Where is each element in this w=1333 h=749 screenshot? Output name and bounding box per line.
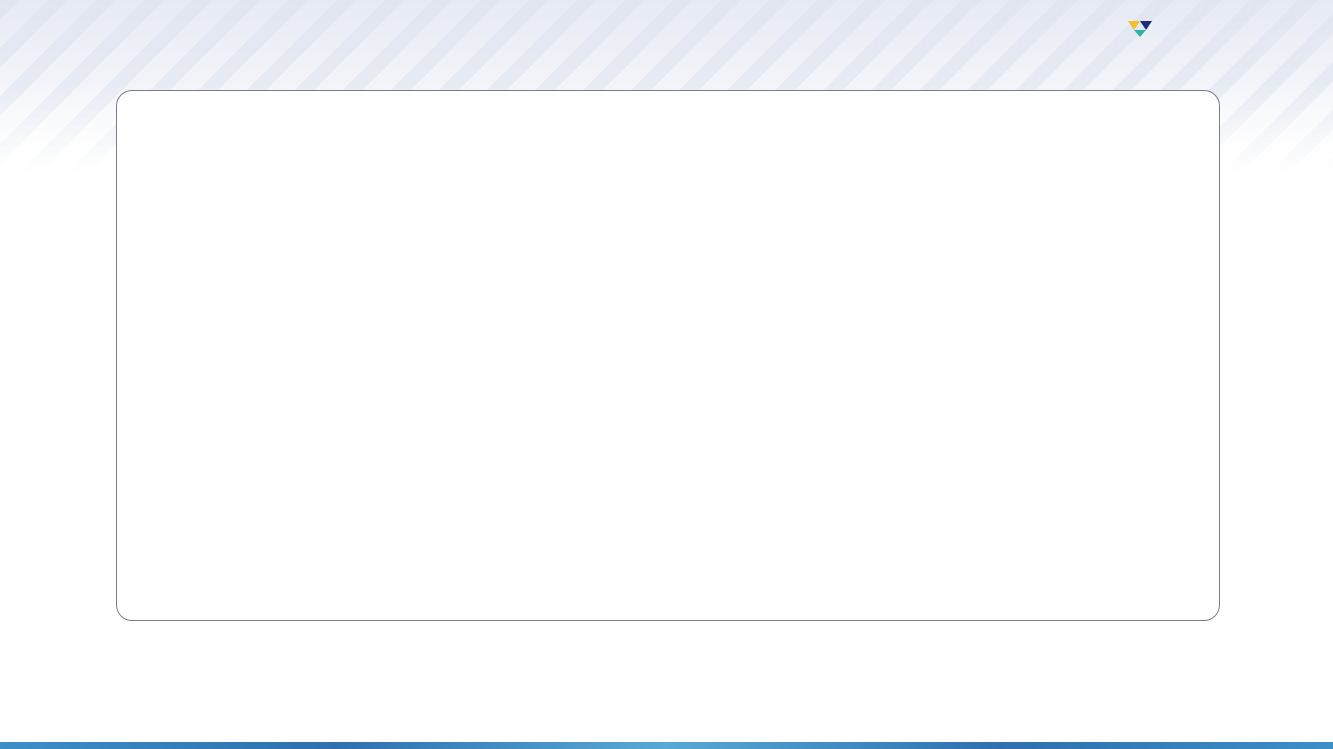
logo-mark-icon xyxy=(1128,21,1152,37)
company-logo xyxy=(1128,19,1318,53)
table-header-label xyxy=(128,100,508,122)
rate-locks-table xyxy=(116,90,1220,621)
footer-strip xyxy=(0,742,1333,749)
table-header-row xyxy=(128,100,1208,122)
